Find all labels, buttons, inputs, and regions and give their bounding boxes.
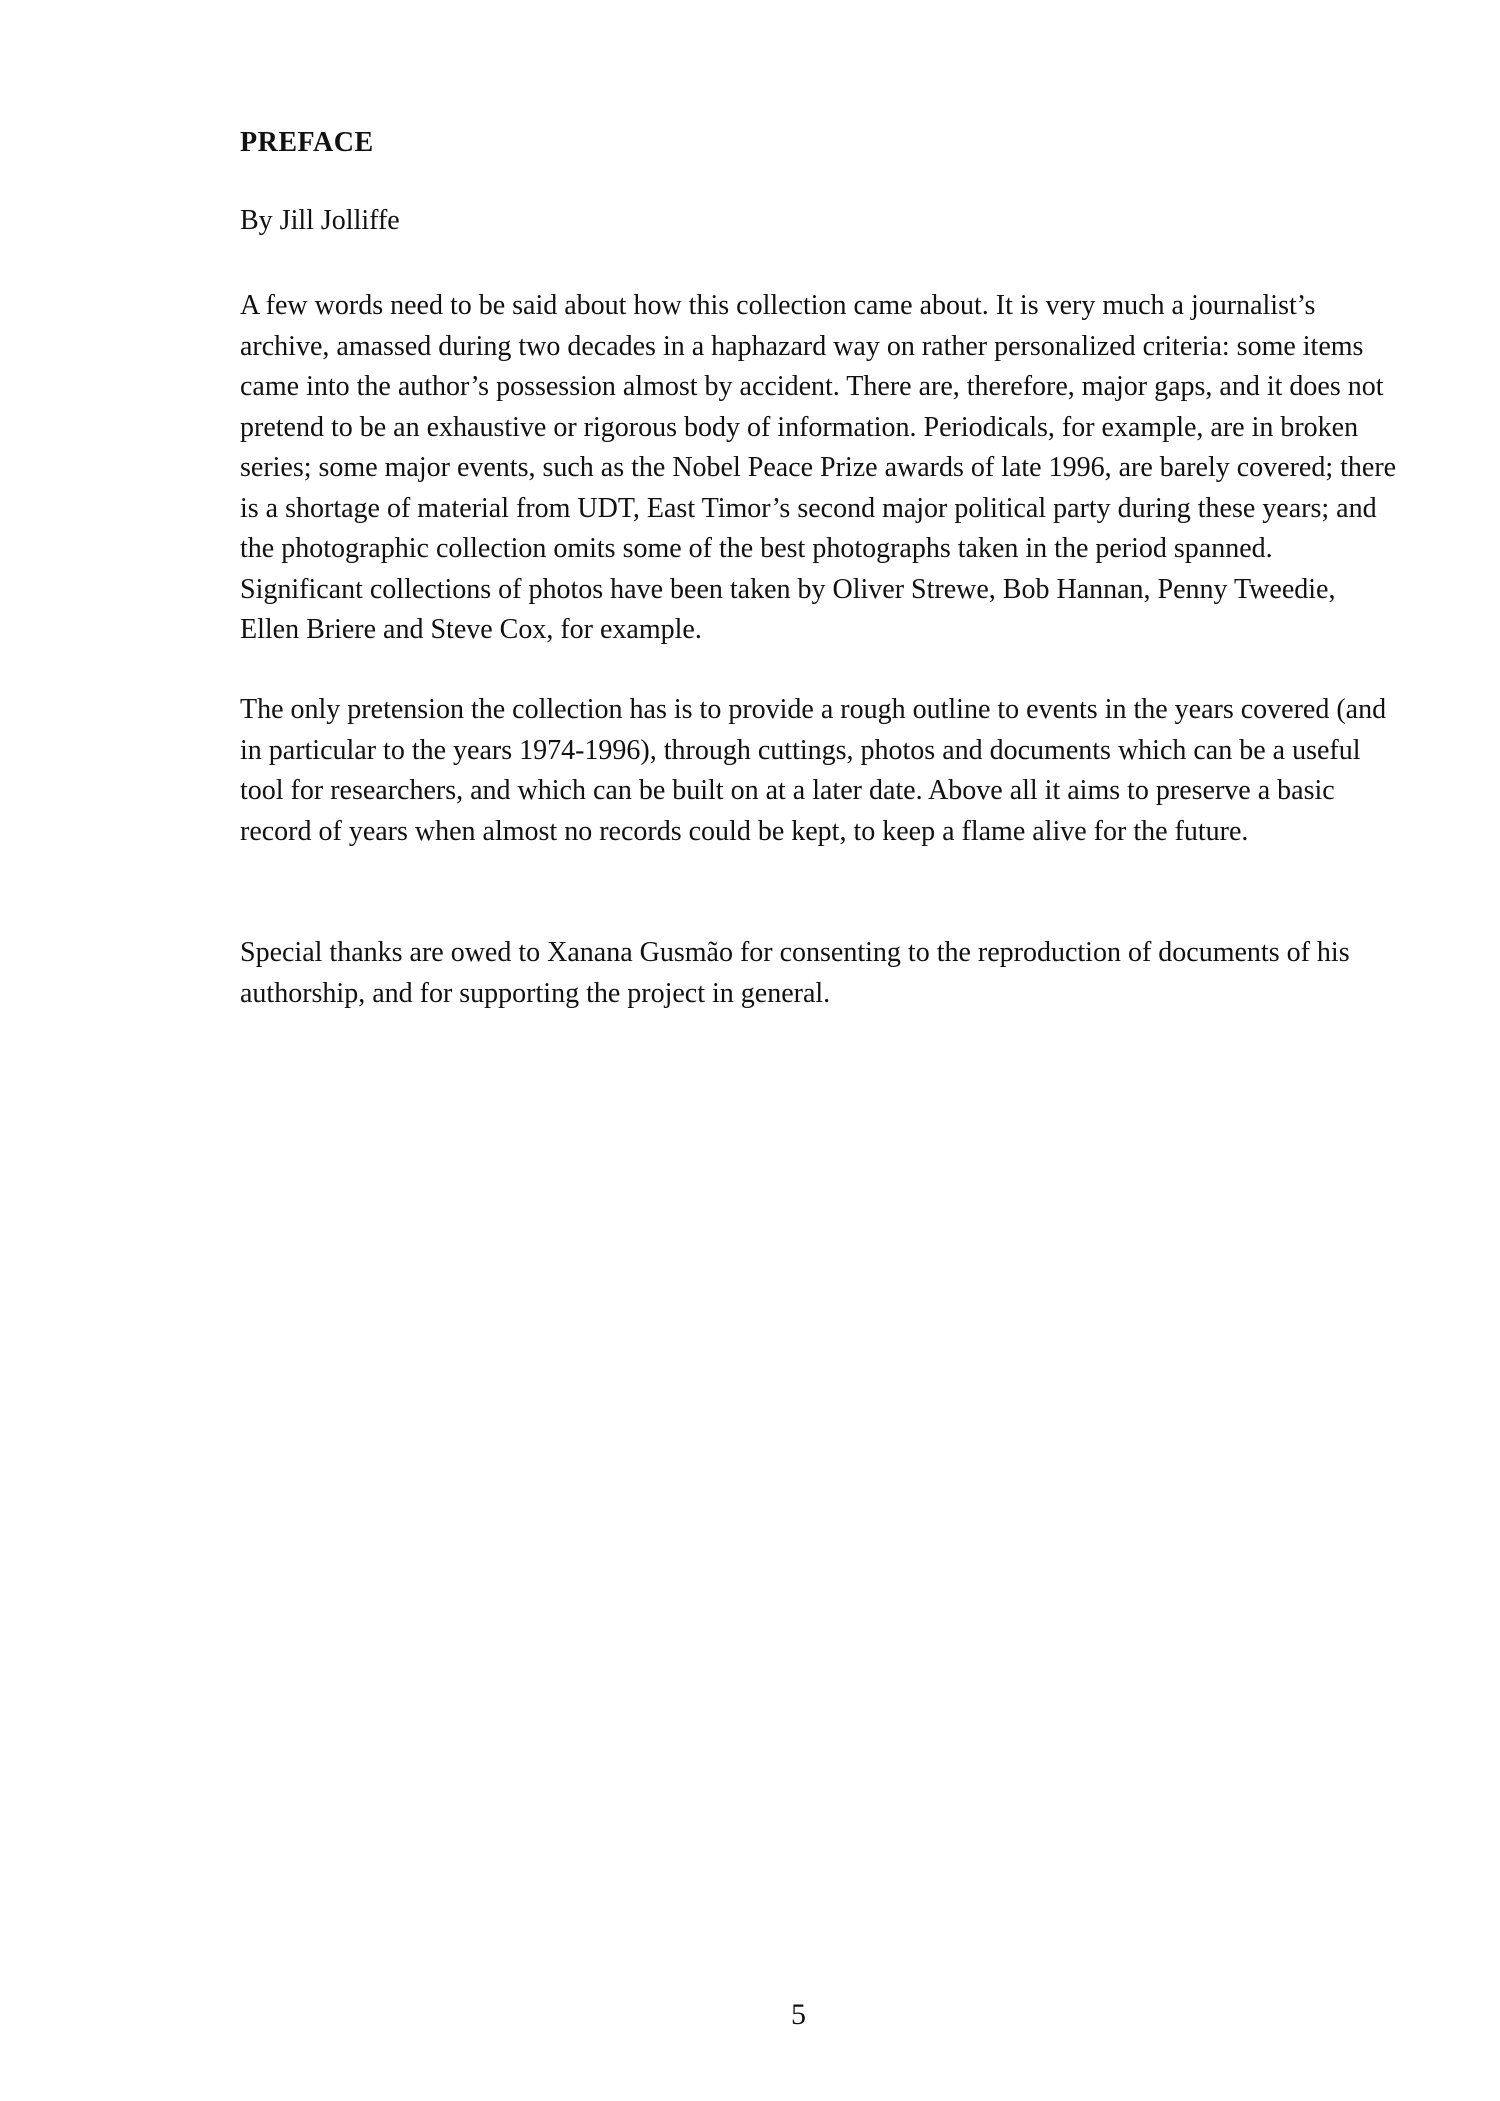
- page-title: PREFACE: [240, 127, 374, 158]
- paragraph: The only pretension the collection has is to provide a rough outline to events in the years covered (and in particular to the years 1974-1996), through cuttings, photos and documents which can be a useful tool for researchers, and which can be built on at a later date. Above all it aims to preserve a basic record of years when almost no records could be kept, to keep a flame alive for the future.: [240, 694, 1387, 847]
- paragraph: Special thanks are owed to Xanana Gusmão for consenting to the reproduction of documents of his authorship, and for supporting the project in general.: [240, 937, 1350, 1009]
- paragraph: A few words need to be said about how this collection came about. It is very much a journalist’s archive, amassed during two decades in a haphazard way on rather personalized criteria: some items came into the author’s possession almost by accident. There are, therefore, major gaps, and it does not pretend to be an exhaustive or rigorous body of information. Periodicals, for example, are in broken series; some major events, such as the Nobel Peace Prize awards of late 1996, are barely covered; there is a shortage of material from UDT, East Timor’s second major political party during these years; and the photographic collection omits some of the best photographs taken in the period spanned. Significant collections of photos have been taken by Oliver Strewe, Bob Hannan, Penny Tweedie, Ellen Briere and Steve Cox, for example.: [240, 290, 1397, 645]
- page-number: 5: [791, 1998, 806, 2031]
- author-byline: By Jill Jolliffe: [240, 205, 400, 236]
